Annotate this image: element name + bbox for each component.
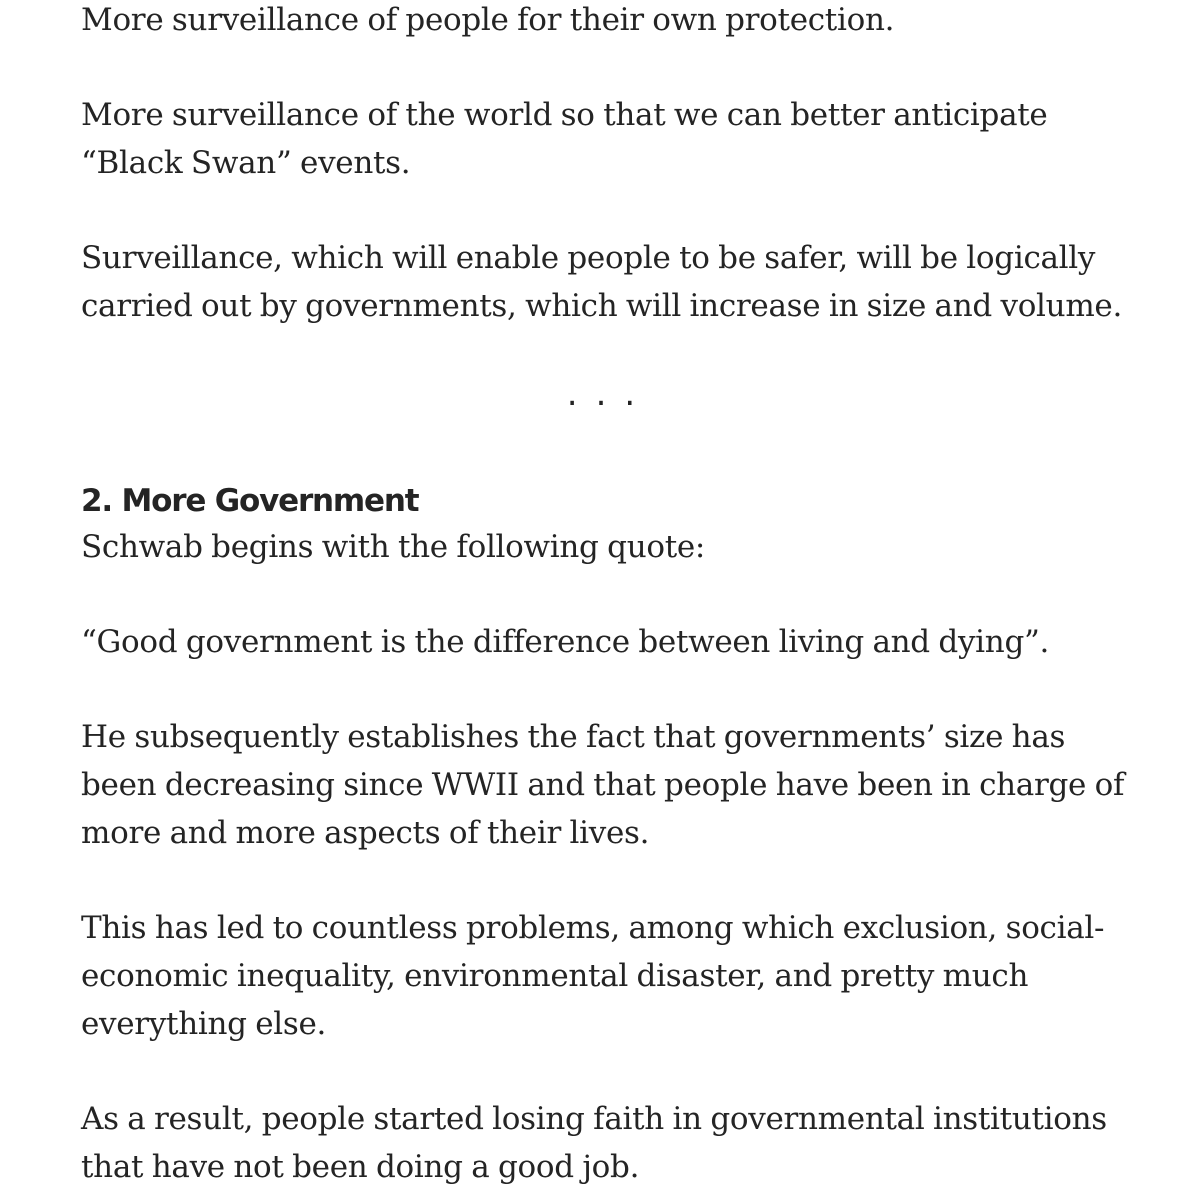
paragraph-good-government-quote: “Good government is the difference between living and dying”. [81, 624, 1050, 660]
section-separator: ... [566, 374, 654, 414]
paragraph-surveillance-world: More surveillance of the world so that we can better anticipate “Black Swan” events. [81, 97, 1048, 181]
paragraph-government-size: He subsequently establishes the fact that governments’ size has been decreasing since WWII and that people have been in charge of more and more aspects of their lives. [81, 719, 1125, 851]
paragraph-surveillance-governments: Surveillance, which will enable people to be safer, will be logically carried out by governments, which will increase in size and volume. [81, 240, 1123, 324]
paragraph-surveillance-people: More surveillance of people for their own protection. [81, 2, 895, 38]
article-body [81, 0, 1141, 1191]
section-heading-more-government: 2. More Government [81, 483, 419, 519]
paragraph-losing-faith: As a result, people started losing faith in governmental institutions that have not been doing a good job. [81, 1101, 1107, 1185]
paragraph-countless-problems: This has led to countless problems, among which exclusion, social-economic inequality, environmental disaster, and pretty much everything else. [81, 910, 1105, 1042]
paragraph-schwab-quote-intro: Schwab begins with the following quote: [81, 529, 706, 565]
